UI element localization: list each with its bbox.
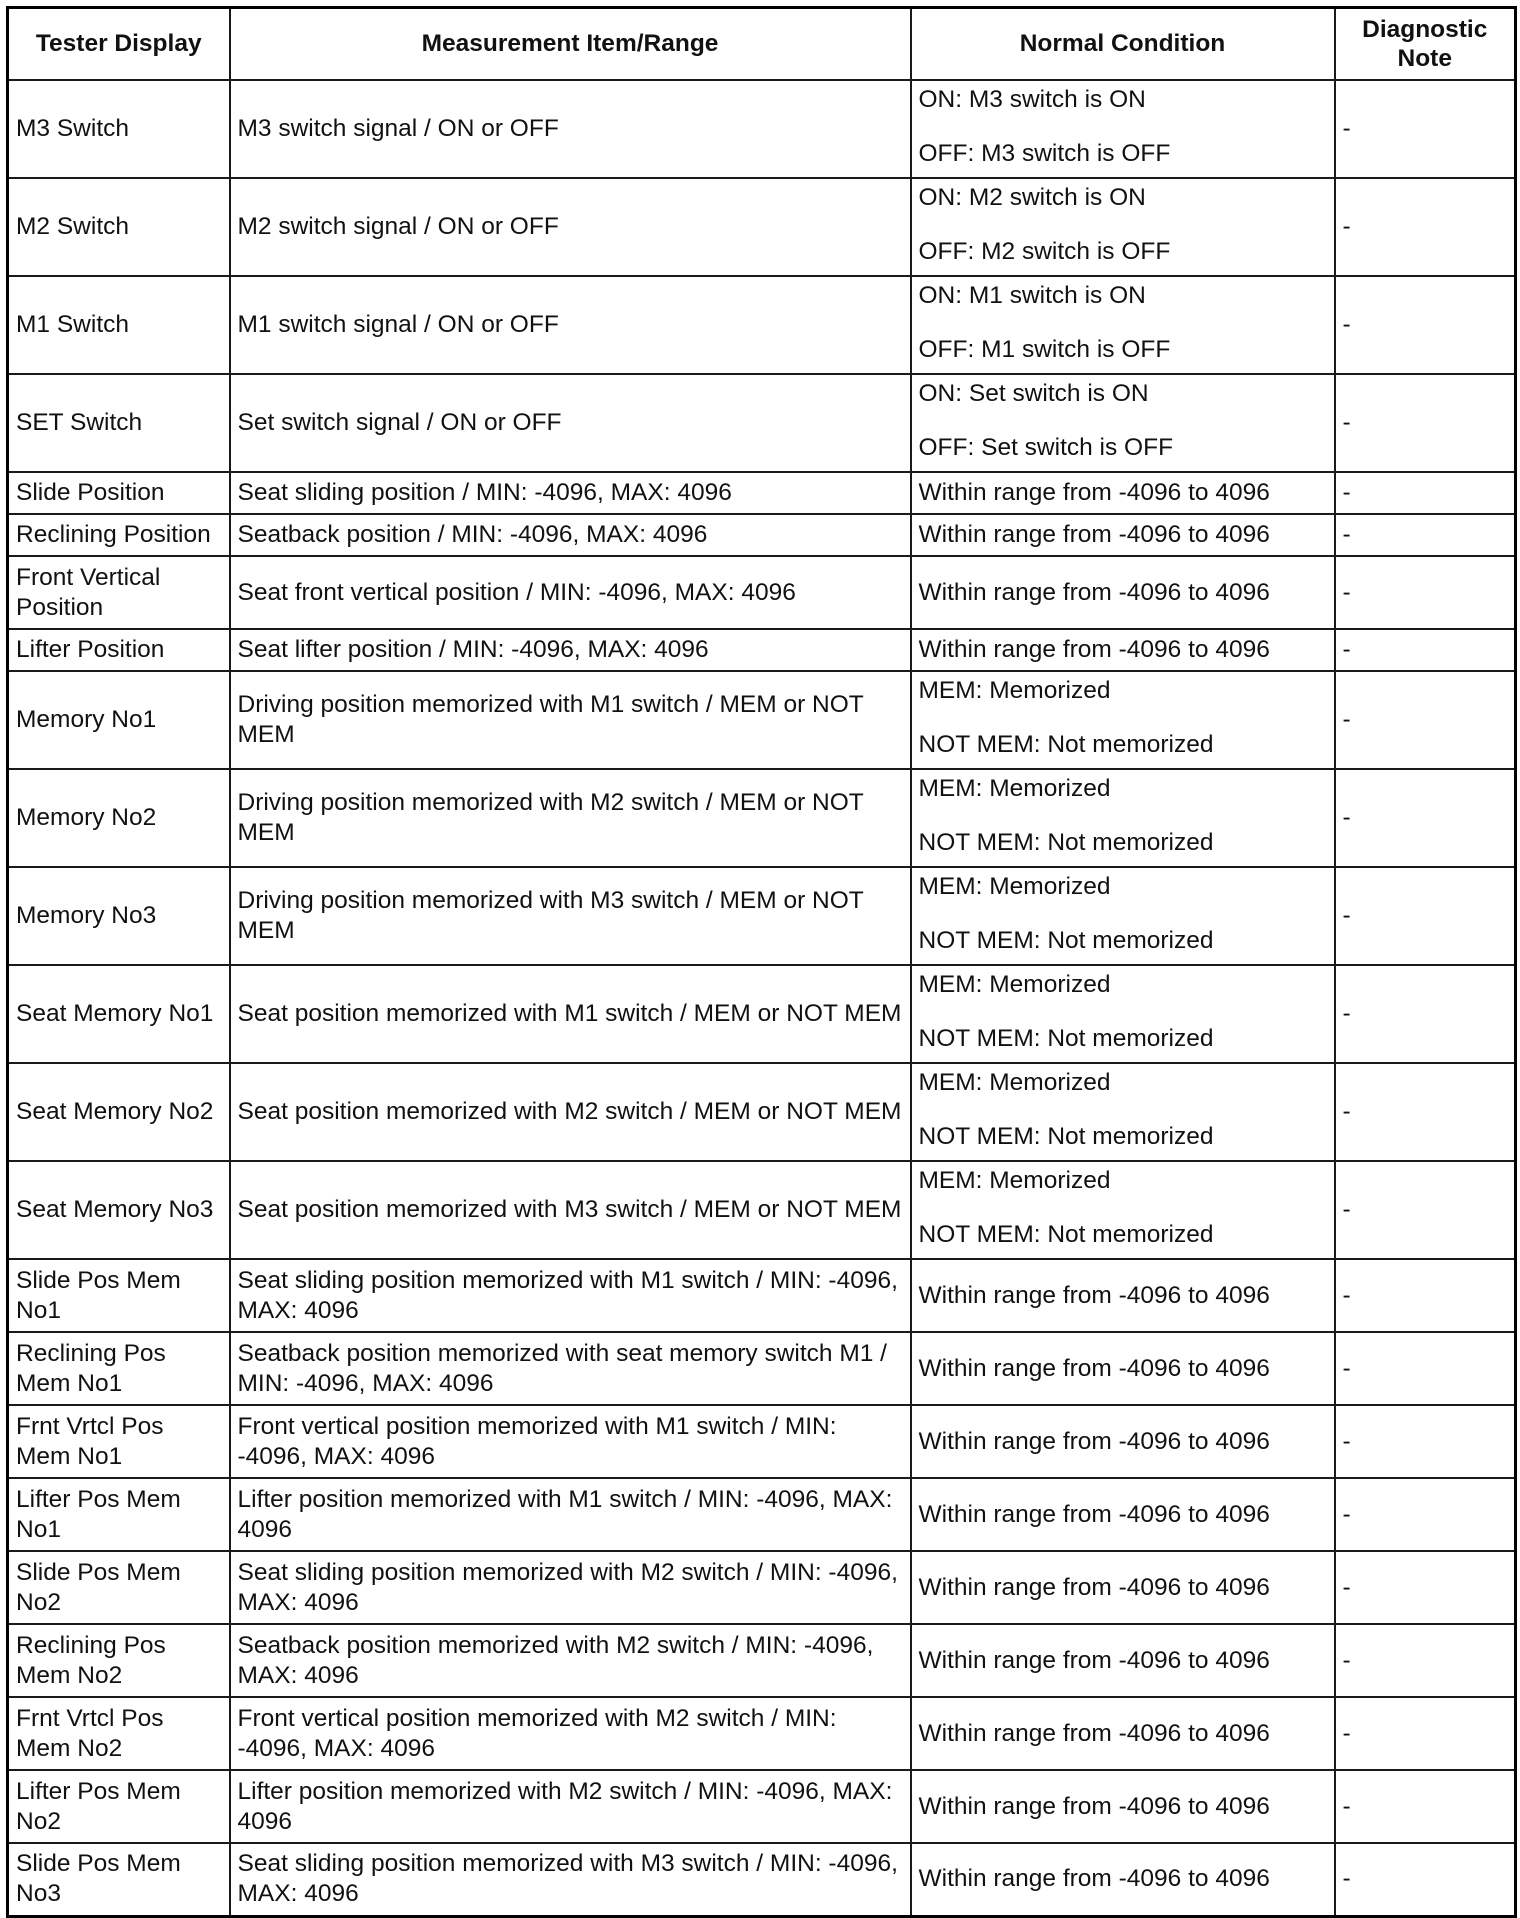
tester-display-cell: SET Switch (8, 374, 230, 472)
normal-condition-line: MEM: Memorized (918, 971, 1111, 998)
measurement-item-cell: Set switch signal / ON or OFF (230, 374, 911, 472)
normal-condition-line: ON: Set switch is ON (918, 380, 1149, 407)
table-row (8, 80, 1516, 178)
normal-condition-cell (911, 178, 1335, 276)
table-row (8, 1332, 1516, 1405)
diagnostic-note-cell: - (1335, 1624, 1516, 1697)
diagnostic-note-cell: - (1335, 80, 1516, 178)
normal-condition-line: Within range from -4096 to 4096 (918, 1573, 1270, 1601)
measurement-item-cell: Seat position memorized with M1 switch / MEM or NOT MEM (230, 965, 911, 1063)
normal-condition-line: Within range from -4096 to 4096 (918, 578, 1270, 606)
table-body (8, 80, 1516, 1916)
normal-condition-line: MEM: Memorized (918, 873, 1111, 900)
normal-condition-line: Within range from -4096 to 4096 (918, 1719, 1270, 1747)
measurement-item-cell: Seat sliding position / MIN: -4096, MAX: 4096 (230, 472, 911, 514)
normal-condition-line: Within range from -4096 to 4096 (918, 479, 1270, 506)
normal-condition-cell (911, 80, 1335, 178)
normal-condition-cell (911, 671, 1335, 769)
measurement-item-cell: Seat lifter position / MIN: -4096, MAX: 4096 (230, 629, 911, 671)
diagnostic-note-cell: - (1335, 556, 1516, 629)
diagnostic-note-cell: - (1335, 472, 1516, 514)
normal-condition-line: Within range from -4096 to 4096 (918, 521, 1270, 548)
tester-display-cell: Lifter Pos Mem No2 (8, 1770, 230, 1843)
tester-display-cell: M1 Switch (8, 276, 230, 374)
normal-condition-line: ON: M3 switch is ON (918, 86, 1146, 113)
normal-condition-line: ON: M2 switch is ON (918, 184, 1146, 211)
normal-condition-cell (911, 1624, 1335, 1697)
normal-condition-line: ON: M1 switch is ON (918, 282, 1146, 309)
diagnostic-note-cell: - (1335, 1551, 1516, 1624)
normal-condition-cell (911, 629, 1335, 671)
diagnostic-note-cell: - (1335, 514, 1516, 556)
normal-condition-cell (911, 514, 1335, 556)
tester-display-cell: Frnt Vrtcl Pos Mem No1 (8, 1405, 230, 1478)
normal-condition-line: Within range from -4096 to 4096 (918, 1354, 1270, 1382)
measurement-item-cell: Front vertical position memorized with M2 switch / MIN: -4096, MAX: 4096 (230, 1697, 911, 1770)
diagnostic-note-cell: - (1335, 965, 1516, 1063)
table-row (8, 472, 1516, 514)
measurement-item-cell: Seat position memorized with M2 switch / MEM or NOT MEM (230, 1063, 911, 1161)
table-header-row (8, 8, 1516, 81)
measurement-item-cell: Seat sliding position memorized with M2 switch / MIN: -4096, MAX: 4096 (230, 1551, 911, 1624)
measurement-item-cell: M1 switch signal / ON or OFF (230, 276, 911, 374)
table-row (8, 1063, 1516, 1161)
table-row (8, 1624, 1516, 1697)
table-row (8, 556, 1516, 629)
tester-display-cell: Frnt Vrtcl Pos Mem No2 (8, 1697, 230, 1770)
table-row (8, 1405, 1516, 1478)
table-row (8, 1161, 1516, 1259)
diagnostic-note-cell: - (1335, 769, 1516, 867)
table-row (8, 1697, 1516, 1770)
normal-condition-line: MEM: Memorized (918, 1069, 1111, 1096)
normal-condition-line: Within range from -4096 to 4096 (918, 1500, 1270, 1528)
measurement-item-cell: Seatback position memorized with seat memory switch M1 / MIN: -4096, MAX: 4096 (230, 1332, 911, 1405)
normal-condition-line: Within range from -4096 to 4096 (918, 1281, 1270, 1309)
table-row (8, 514, 1516, 556)
measurement-item-cell: Seat sliding position memorized with M3 switch / MIN: -4096, MAX: 4096 (230, 1843, 911, 1916)
normal-condition-line: MEM: Memorized (918, 677, 1111, 704)
normal-condition-line: NOT MEM: Not memorized (918, 731, 1214, 758)
normal-condition-line: OFF: M1 switch is OFF (918, 336, 1171, 363)
diagnostic-note-cell: - (1335, 1843, 1516, 1916)
normal-condition-line: Within range from -4096 to 4096 (918, 636, 1270, 663)
header-tester-display: Tester Display (8, 8, 230, 81)
measurement-item-cell: Driving position memorized with M2 switch / MEM or NOT MEM (230, 769, 911, 867)
normal-condition-cell (911, 1161, 1335, 1259)
measurement-item-cell: Seat sliding position memorized with M1 switch / MIN: -4096, MAX: 4096 (230, 1259, 911, 1332)
normal-condition-line: NOT MEM: Not memorized (918, 829, 1214, 856)
normal-condition-cell (911, 1405, 1335, 1478)
normal-condition-cell (911, 769, 1335, 867)
normal-condition-cell (911, 556, 1335, 629)
normal-condition-cell (911, 1770, 1335, 1843)
measurement-item-cell: Front vertical position memorized with M1 switch / MIN: -4096, MAX: 4096 (230, 1405, 911, 1478)
diagnostic-note-cell: - (1335, 1405, 1516, 1478)
normal-condition-line: NOT MEM: Not memorized (918, 1123, 1214, 1150)
normal-condition-cell (911, 1332, 1335, 1405)
measurement-item-cell: M2 switch signal / ON or OFF (230, 178, 911, 276)
normal-condition-cell (911, 1551, 1335, 1624)
normal-condition-cell (911, 1843, 1335, 1916)
diagnostic-note-cell: - (1335, 1697, 1516, 1770)
tester-display-cell: Reclining Pos Mem No2 (8, 1624, 230, 1697)
measurement-item-cell: Seat position memorized with M3 switch / MEM or NOT MEM (230, 1161, 911, 1259)
tester-display-cell: Memory No3 (8, 867, 230, 965)
normal-condition-line: OFF: M2 switch is OFF (918, 238, 1171, 265)
diagnostic-note-cell: - (1335, 1259, 1516, 1332)
normal-condition-cell (911, 472, 1335, 514)
normal-condition-line: Within range from -4096 to 4096 (918, 1792, 1270, 1820)
normal-condition-cell (911, 1259, 1335, 1332)
diagnostic-note-cell: - (1335, 1161, 1516, 1259)
table-row (8, 867, 1516, 965)
tester-display-cell: Slide Pos Mem No1 (8, 1259, 230, 1332)
header-normal-condition: Normal Condition (911, 8, 1335, 81)
tester-display-cell: Reclining Position (8, 514, 230, 556)
table-row (8, 965, 1516, 1063)
diagnostic-note-cell: - (1335, 276, 1516, 374)
diagnostic-note-cell: - (1335, 1770, 1516, 1843)
diagnostic-note-cell: - (1335, 867, 1516, 965)
diagnostic-note-cell: - (1335, 178, 1516, 276)
table-row (8, 374, 1516, 472)
diagnostic-note-cell: - (1335, 374, 1516, 472)
normal-condition-cell (911, 867, 1335, 965)
tester-display-cell: Seat Memory No2 (8, 1063, 230, 1161)
tester-display-cell: Front Vertical Position (8, 556, 230, 629)
tester-display-cell: Reclining Pos Mem No1 (8, 1332, 230, 1405)
table-row (8, 1478, 1516, 1551)
tester-display-cell: Slide Pos Mem No3 (8, 1843, 230, 1916)
tester-display-cell: M3 Switch (8, 80, 230, 178)
measurement-item-cell: Lifter position memorized with M1 switch / MIN: -4096, MAX: 4096 (230, 1478, 911, 1551)
normal-condition-cell (911, 374, 1335, 472)
normal-condition-line: Within range from -4096 to 4096 (918, 1865, 1270, 1893)
normal-condition-line: NOT MEM: Not memorized (918, 927, 1214, 954)
normal-condition-line: OFF: M3 switch is OFF (918, 140, 1171, 167)
tester-display-cell: Lifter Position (8, 629, 230, 671)
normal-condition-line: Within range from -4096 to 4096 (918, 1646, 1270, 1674)
table-row (8, 178, 1516, 276)
tester-display-cell: M2 Switch (8, 178, 230, 276)
table-row (8, 1843, 1516, 1916)
table-row (8, 276, 1516, 374)
page (6, 6, 1514, 1918)
tester-display-cell: Memory No1 (8, 671, 230, 769)
diagnostic-note-cell: - (1335, 671, 1516, 769)
tester-display-cell: Lifter Pos Mem No1 (8, 1478, 230, 1551)
normal-condition-line: NOT MEM: Not memorized (918, 1221, 1214, 1248)
measurement-item-cell: Lifter position memorized with M2 switch / MIN: -4096, MAX: 4096 (230, 1770, 911, 1843)
table-row (8, 1551, 1516, 1624)
normal-condition-cell (911, 1478, 1335, 1551)
measurement-item-cell: M3 switch signal / ON or OFF (230, 80, 911, 178)
table-row (8, 671, 1516, 769)
table-row (8, 1259, 1516, 1332)
measurement-item-cell: Seatback position / MIN: -4096, MAX: 4096 (230, 514, 911, 556)
diagnostic-note-cell: - (1335, 1063, 1516, 1161)
tester-display-cell: Memory No2 (8, 769, 230, 867)
normal-condition-cell (911, 1063, 1335, 1161)
tester-display-cell: Seat Memory No3 (8, 1161, 230, 1259)
diagnostic-note-cell: - (1335, 629, 1516, 671)
normal-condition-cell (911, 1697, 1335, 1770)
normal-condition-line: Within range from -4096 to 4096 (918, 1427, 1270, 1455)
diagnostic-note-cell: - (1335, 1332, 1516, 1405)
measurement-item-cell: Seat front vertical position / MIN: -4096, MAX: 4096 (230, 556, 911, 629)
measurement-item-cell: Seatback position memorized with M2 switch / MIN: -4096, MAX: 4096 (230, 1624, 911, 1697)
diagnostic-note-cell: - (1335, 1478, 1516, 1551)
tester-display-cell: Slide Pos Mem No2 (8, 1551, 230, 1624)
table-row (8, 629, 1516, 671)
normal-condition-line: NOT MEM: Not memorized (918, 1025, 1214, 1052)
header-diagnostic-note: Diagnostic Note (1335, 8, 1516, 81)
measurement-item-cell: Driving position memorized with M3 switch / MEM or NOT MEM (230, 867, 911, 965)
normal-condition-cell (911, 276, 1335, 374)
table-row (8, 1770, 1516, 1843)
tester-display-cell: Slide Position (8, 472, 230, 514)
header-measurement-item: Measurement Item/Range (230, 8, 911, 81)
table-row (8, 769, 1516, 867)
measurement-item-cell: Driving position memorized with M1 switch / MEM or NOT MEM (230, 671, 911, 769)
tester-display-cell: Seat Memory No1 (8, 965, 230, 1063)
normal-condition-cell (911, 965, 1335, 1063)
normal-condition-line: MEM: Memorized (918, 1167, 1111, 1194)
data-list-table (6, 6, 1517, 1918)
normal-condition-line: OFF: Set switch is OFF (918, 434, 1174, 461)
normal-condition-line: MEM: Memorized (918, 775, 1111, 802)
